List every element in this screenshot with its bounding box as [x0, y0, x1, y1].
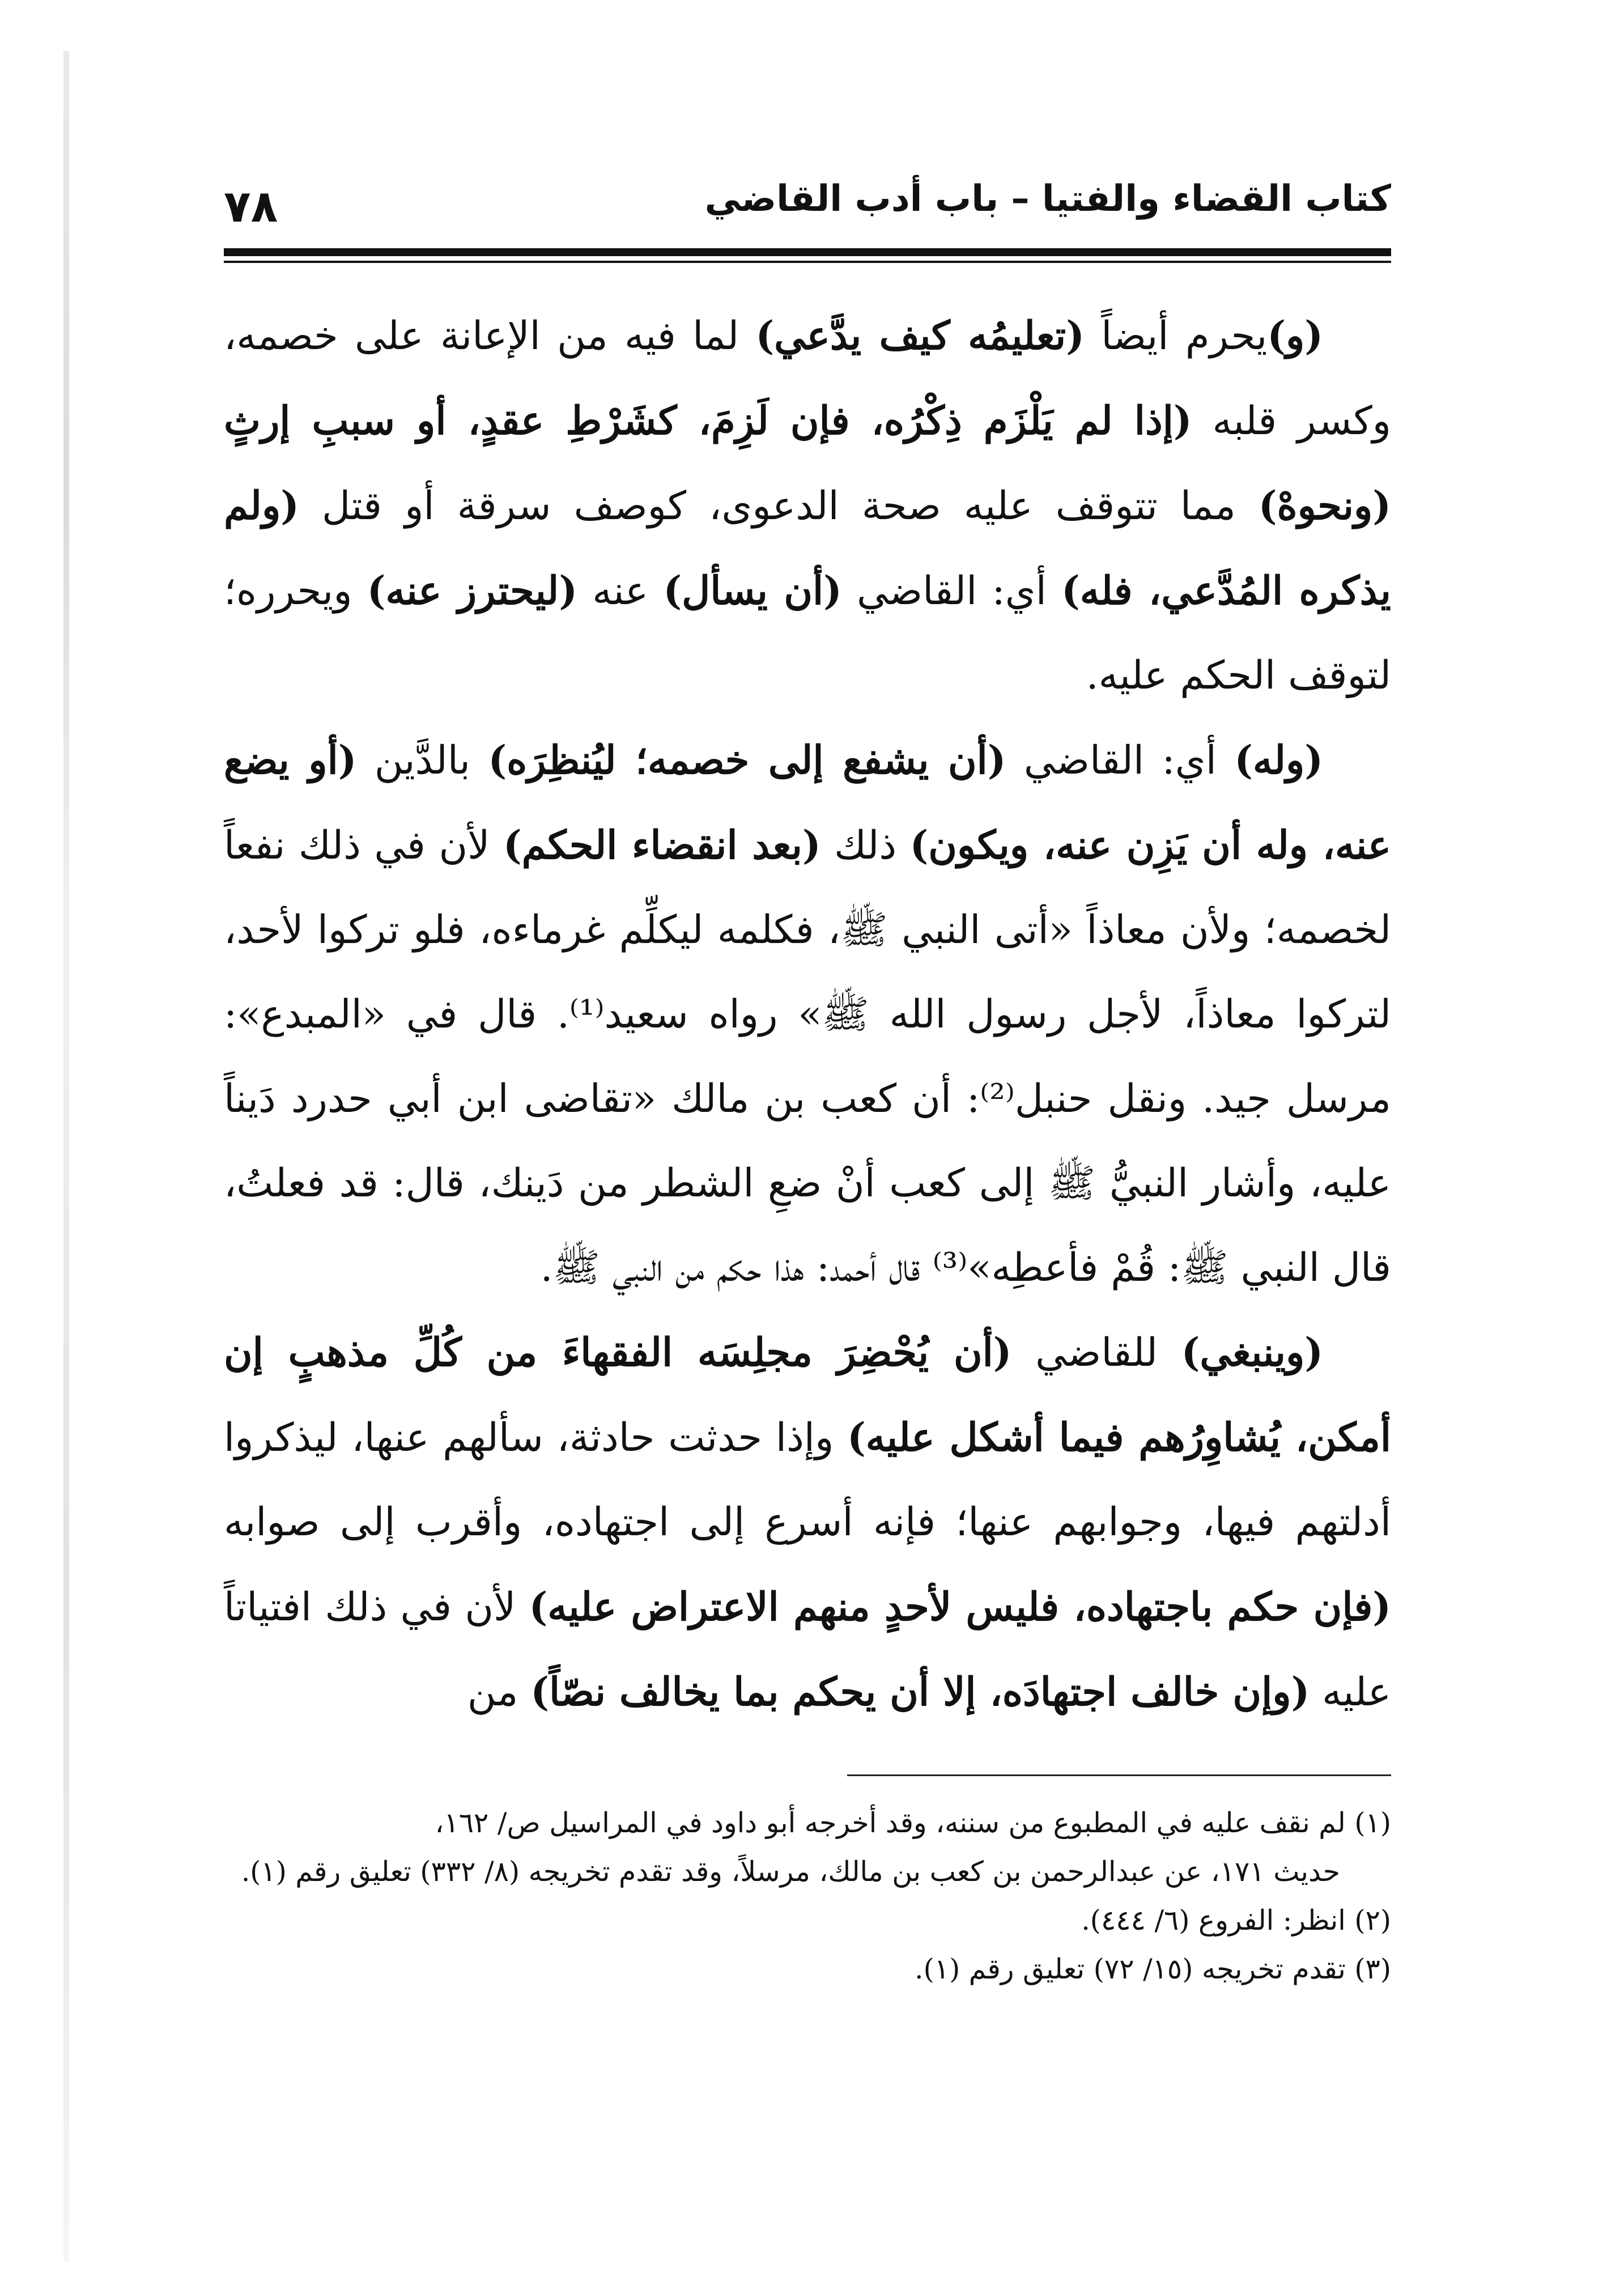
bold-text-segment: (و): [1267, 313, 1324, 359]
bold-text-segment: (ولم يذكره المُدَّعي، فله): [224, 483, 1392, 614]
bold-text-segment: (تعليمُه كيف يدَّعي): [755, 313, 1085, 359]
footnote-3: (٣) تقدم تخريجه (١٥/ ٧٢) تعليق رقم (١).: [915, 1953, 1391, 1985]
text-segment: من: [467, 1670, 531, 1715]
text-segment: أي: القاضي: [841, 568, 1062, 614]
scan-edge-shadow: [63, 51, 69, 2261]
page-number: ٧٨: [224, 181, 278, 232]
bold-text-segment: (إذا لم يَلْزَم ذِكْرُه، فإن لَزِمَ، كشَرْطِ عقدٍ، أو سببِ إرثٍ (ونحوهْ): [224, 398, 1391, 529]
paragraph-1: [224, 294, 1391, 718]
paragraph-2: [224, 718, 1391, 1310]
page-header: [224, 170, 1391, 261]
book-page: [224, 170, 1391, 2267]
bold-text-segment: (ليحترز عنه): [367, 568, 577, 614]
bold-text-segment: (وينبغي): [1181, 1330, 1323, 1375]
bold-text-segment: (بعد انقضاء الحكم): [503, 822, 821, 868]
text-segment: أي: القاضي: [1006, 738, 1235, 783]
bold-text-segment: (أن يشفع إلى خصمه؛ ليُنظِرَه): [488, 737, 1006, 783]
footnote-separator: [847, 1774, 1391, 1776]
bold-text-segment: (أن يسأل): [663, 568, 842, 614]
text-segment: يحرم أيضاً: [1084, 313, 1268, 359]
bold-text-segment: (أو يضع عنه، وله أن يَزِن عنه، ويكون): [224, 737, 1391, 868]
footnote-2: (٢) انظر: الفروع (٦/ ٤٤٤).: [1081, 1904, 1391, 1937]
main-text: [224, 294, 1391, 1735]
footnote-1-continued: حديث ١٧١، عن عبدالرحمن بن كعب بن مالك، مرسلاً، وقد تقدم تخريجه (٨/ ٣٣٢) تعليق رقم (١).: [241, 1855, 1340, 1888]
bold-text-segment: (وله): [1234, 737, 1323, 783]
text-segment: ذلك: [820, 823, 910, 868]
text-segment: لأن في ذلك نفعاً لخصمه؛ ولأن معاذاً «أتى النبي ﷺ، فكلمه ليكلِّم غرماءه، فلو تركوا لأحد، لتركوا معاذاً، لأجل رسول الله ﷺ» رواه سعيد⁽¹⁾. قال في «المبدع»: مرسل جيد. ونقل حنبل⁽²⁾: أن كعب بن مالك «تقاضى ابن أبي حدرد دَيناً عليه، وأشار النبيُّ ﷺ إلى كعب أنْ ضعِ الشطر من دَينك، قال: قد فعلتُ، قال النبي ﷺ: قُمْ فأعطِه»⁽³⁾ قال أحمد: هذا حكم من النبي ﷺ.: [224, 823, 1391, 1290]
text-segment: وإذا حدثت حادثة، سألهم عنها، ليذكروا أدلتهم فيها، وجوابهم عنها؛ فإنه أسرع إلى اجتهاده، وأقرب إلى صوابه: [224, 1415, 1391, 1545]
bold-text-segment: (وإن خالف اجتهادَه، إلا أن يحكم بما يخالف نصّاً): [530, 1669, 1310, 1715]
footnote-1: (١) لم نقف عليه في المطبوع من سننه، وقد أخرجه أبو داود في المراسيل ص/ ١٦٢،: [435, 1807, 1391, 1839]
bold-text-segment: (أن يُحْضِرَ مجلِسَه الفقهاءَ من كُلِّ مذهبٍ إن أمكن، يُشاوِرُهم فيما أشكل عليه): [224, 1330, 1392, 1460]
text-segment: لأن في ذلك افتياتاً عليه: [224, 1585, 1391, 1715]
running-title: كتاب القضاء والفتيا – باب أدب القاضي: [704, 178, 1391, 220]
bold-text-segment: (فإن حكم باجتهاده، فليس لأحدٍ منهم الاعتراض عليه): [529, 1584, 1391, 1630]
text-segment: لما فيه من الإعانة على خصمه، وكسر قلبه: [224, 313, 1391, 444]
text-segment: ويحرره؛ لتوقف الحكم عليه.: [224, 568, 1391, 698]
header-rule-thick: [224, 248, 1391, 256]
header-rule-thin: [224, 261, 1391, 263]
paragraph-3: [224, 1310, 1391, 1735]
text-segment: بالدَّين: [356, 738, 488, 783]
text-segment: عنه: [577, 568, 664, 614]
text-segment: للقاضي: [1011, 1330, 1181, 1375]
footnotes: [224, 1799, 1391, 1994]
text-segment: مما تتوقف عليه صحة الدعوى، كوصف سرقة أو قتل: [299, 483, 1259, 529]
